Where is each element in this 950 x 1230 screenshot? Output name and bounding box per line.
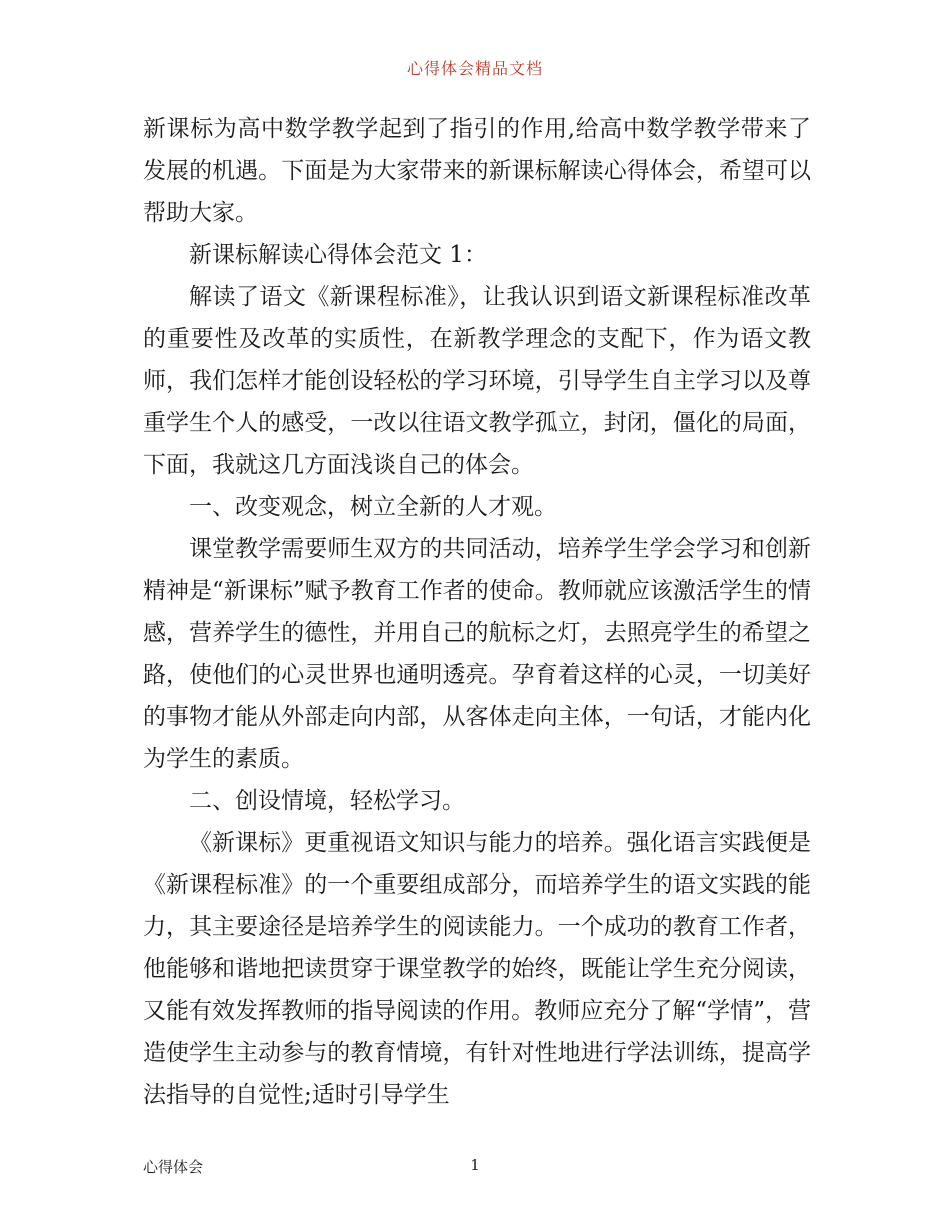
intro-paragraph: 新课标为高中数学教学起到了指引的作用,给高中数学教学带来了发展的机遇。下面是为大家带来的新课标解读心得体会，希望可以帮助大家。 [143, 116, 811, 226]
document-footer [0, 1156, 950, 1178]
document-body [143, 108, 811, 1116]
footer-label: 心得体会 [143, 1158, 204, 1176]
page-number: 1 [470, 1156, 480, 1174]
body-paragraph: 课堂教学需要师生双方的共同活动，培养学生学会学习和创新精神是“新课标”赋予教育工作者的使命。教师就应该激活学生的情感，营养学生的德性，并用自己的航标之灯，去照亮学生的希望之路，使他们的心灵世界也通明透亮。孕育着这样的心灵，一切美好的事物才能从外部走向内部，从客体走向主体，一句话，才能内化为学生的素质。 [143, 536, 811, 772]
body-paragraph: 《新课标》更重视语文知识与能力的培养。强化语言实践便是《新课程标准》的一个重要组成部分，而培养学生的语文实践的能力，其主要途径是培养学生的阅读能力。一个成功的教育工作者，他能够和谐地把读贯穿于课堂教学的始终，既能让学生充分阅读，又能有效发挥教师的指导阅读的作用。教师应充分了解“学情”，营造使学生主动参与的教育情境，有针对性地进行学法训练，提高学法指导的自觉性;适时引导学生 [143, 830, 811, 1108]
body-paragraph: 解读了语文《新课程标准》，让我认识到语文新课程标准改革的重要性及改革的实质性，在新教学理念的支配下，作为语文教师，我们怎样才能创设轻松的学习环境，引导学生自主学习以及尊重学生个人的感受，一改以往语文教学孤立，封闭，僵化的局面，下面，我就这几方面浅谈自己的体会。 [143, 284, 811, 478]
section-heading: 二、创设情境，轻松学习。 [189, 788, 465, 814]
section-heading: 一、改变观念，树立全新的人才观。 [189, 494, 557, 520]
section-label: 新课标解读心得体会范文 1： [189, 242, 487, 268]
document-header-title: 心得体会精品文档 [406, 59, 543, 78]
